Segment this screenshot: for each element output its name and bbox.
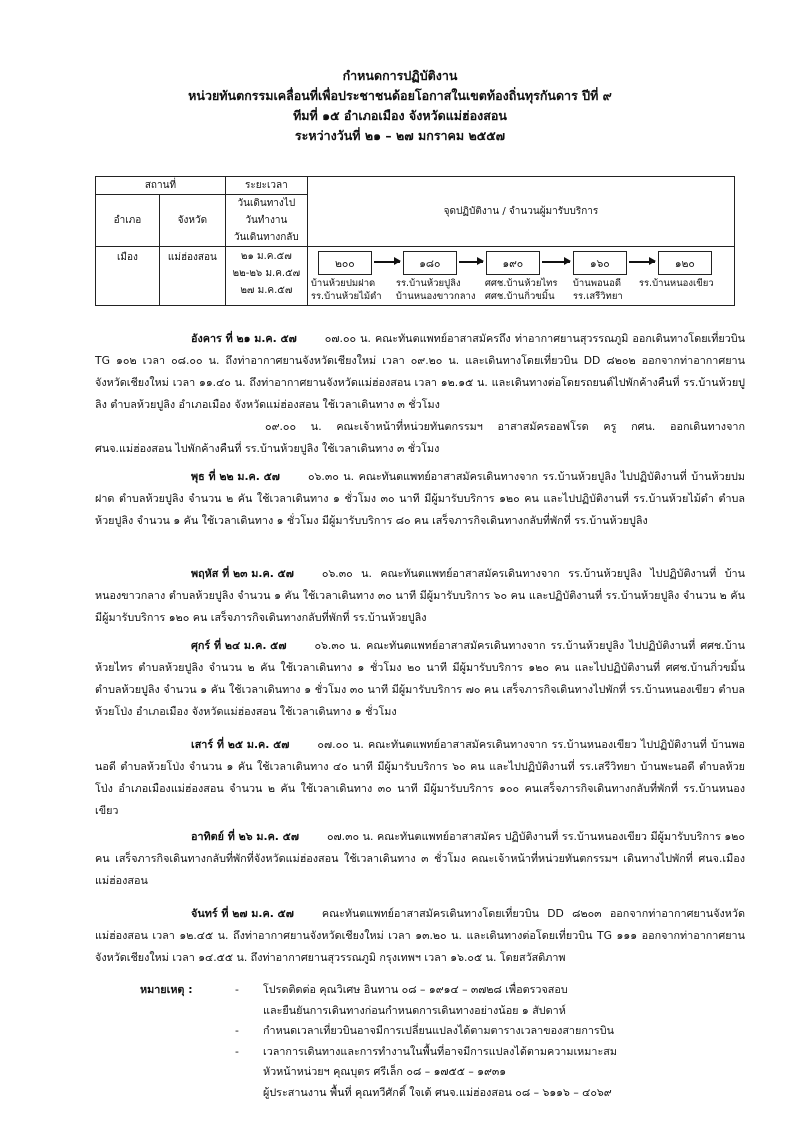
stop-label: รร.บ้านหนองเขียว <box>638 278 714 289</box>
table-header-row-1 <box>96 177 735 195</box>
note-dash: - <box>235 983 239 996</box>
day-section-1 <box>95 328 745 460</box>
day-text: ๐๖.๓๐ น. คณะทันตแพทย์อาสาสมัครเดินทางจาก รร.บ้านห้วยปูลิง ไปปฏิบัติงานที่ บ้านห้วยปมฝาด ตำบลห้วยปูลิง จำนวน ๒ คัน ใช้เวลาเดินทาง ๑ ชั่วโมง ๓๐ นาที มีผู้มารับบริการ ๑๒๐ คน และไปปฏิบัติงานที่ รร.บ้านห้วยไม้ดำ ตำบลห้วยปูลิง จำนวน ๑ คัน ใช้เวลาเดินทาง ๑ ชั่วโมง มีผู้มารับบริการ ๘๐ คน เสร็จภารกิจเดินทางกลับที่พักที่ รร.บ้านห้วยปูลิง <box>95 470 745 527</box>
points-cell <box>307 247 734 306</box>
day-heading: เสาร์ ที่ ๒๕ ม.ค. ๕๗ <box>191 738 290 751</box>
note-item <box>140 1042 760 1104</box>
header-period-line: วันทำงาน <box>245 215 288 226</box>
arrow-right-icon <box>542 261 570 263</box>
date-line: ๒๒-๒๖ ม.ค.๕๗ <box>232 268 301 279</box>
stop-label: รร.เสรีวิทยา <box>572 291 623 302</box>
header-period-lines <box>225 195 307 247</box>
title-line-3: ทีมที่ ๑๕ อำเภอเมือง จังหวัดแม่ฮ่องสอน <box>293 108 507 123</box>
district-cell: เมือง <box>96 247 160 306</box>
header-points: จุดปฏิบัติงาน / จำนวนผู้มารับบริการ <box>307 177 734 247</box>
note-line: หัวหน้าหน่วยฯ คุณบุตร ศรีเล็ก ๐๘ – ๑๗๕๕ – ๑๙๓๑ <box>263 1065 507 1078</box>
stop-label: ศศช.บ้านกิ่วขมิ้น <box>484 291 555 302</box>
stop-label: บ้านหนองขาวกลาง <box>395 291 476 302</box>
note-line: และยืนยันการเดินทางก่อนกำหนดการเดินทางอย่างน้อย ๑ สัปดาห์ <box>263 1003 566 1017</box>
province-cell: แม่ฮ่องสอน <box>159 247 225 306</box>
day-text: ๐๗.๓๐ น. คณะทันตแพทย์อาสาสมัคร ปฏิบัติงานที่ รร.บ้านหนองเขียว มีผู้มารับบริการ ๑๒๐ คน เสร็จภารกิจเดินทางกลับที่พักที่จังหวัดแม่ฮ่องสอน ใช้เวลาเดินทาง ๓ ชั่วโมง คณะเจ้าหน้าที่หน่วยทันตกรรมฯ เดินทางไปพักที่ ศนจ.เมือง แม่ฮ่องสอน <box>95 830 745 887</box>
title-line-1: กำหนดการปฏิบัติงาน <box>342 68 458 83</box>
count-box: ๒๐๐ <box>318 251 372 275</box>
notes-section <box>140 980 760 1103</box>
stop-label: รร.บ้านห้วยไม้ดำ <box>310 291 382 302</box>
day-heading: พุธ ที่ ๒๒ ม.ค. ๕๗ <box>191 470 280 483</box>
note-item <box>140 1021 760 1042</box>
note-line: กำหนดเวลาเที่ยวบินอาจมีการเปลี่ยนแปลงได้ตามตารางเวลาของสายการบิน <box>263 1024 614 1037</box>
date-line: ๒๗ ม.ค.๕๗ <box>240 285 293 296</box>
note-line: โปรดติดต่อ คุณวิเศษ อินทาน ๐๘ – ๑๙๑๔ – ๓๗๒๘ เพื่อตรวจสอบ <box>263 983 568 996</box>
header-location: สถานที่ <box>96 177 226 195</box>
note-line: เวลาการเดินทางและการทำงานในพื้นที่อาจมีการแปลงได้ตามความเหมาะสม <box>263 1044 617 1058</box>
day-section-5 <box>95 734 745 822</box>
header-district: อำเภอ <box>96 195 160 247</box>
day-heading: จันทร์ ที่ ๒๗ ม.ค. ๕๗ <box>191 907 294 920</box>
day-text: ๐๖.๓๐ น. คณะทันตแพทย์อาสาสมัครเดินทางจาก รร.บ้านห้วยปูลิง ไปปฏิบัติงานที่ ศศช.บ้านห้วยไทร ตำบลห้วยปูลิง จำนวน ๒ คัน ใช้เวลาเดินทาง ๑ ชั่วโมง ๒๐ นาที มีผู้มารับบริการ ๑๒๐ คน และไปปฏิบัติงานที่ ศศช.บ้านกิ่วขมิ้น ตำบลห้วยปูลิง จำนวน ๑ คัน ใช้เวลาเดินทาง ๑ ชั่วโมง ๓๐ นาที มีผู้มารับบริการ ๗๐ คน เสร็จภารกิจเดินทางไปพักที่ รร.บ้านหนองเขียว ตำบลห้วยโป่ง อำเภอเมือง จังหวัดแม่ฮ่องสอน ใช้เวลาเดินทาง ๑ ชั่วโมง <box>95 639 745 718</box>
header-period: ระยะเวลา <box>225 177 307 195</box>
table-row <box>96 247 735 306</box>
count-box: ๑๙๐ <box>486 251 540 275</box>
title-line-4: ระหว่างวันที่ ๒๑ – ๒๗ มกราคม ๒๕๕๗ <box>294 128 506 143</box>
day-section-2 <box>95 466 745 532</box>
day-section-6 <box>95 826 745 892</box>
day-heading: ศุกร์ ที่ ๒๔ ม.ค. ๕๗ <box>191 639 287 652</box>
header-province: จังหวัด <box>159 195 225 247</box>
schedule-table <box>95 176 735 306</box>
day-heading: อาทิตย์ ที่ ๒๖ ม.ค. ๕๗ <box>191 830 299 843</box>
note-line: ผู้ประสานงาน พื้นที่ คุณทวีศักดิ์ ใจเต้ ศนจ.แม่ฮ่องสอน ๐๘ – ๖๑๑๖ – ๔๐๖๙ <box>263 1085 612 1099</box>
count-box: ๑๒๐ <box>658 251 712 275</box>
arrow-right-icon <box>459 261 483 263</box>
stop-label: รร.บ้านห้วยปูลิง <box>395 278 461 289</box>
document-header <box>0 66 800 146</box>
day-text-extra: ๐๙.๐๐ น. คณะเจ้าหน้าที่หน่วยทันตกรรมฯ อาสาสมัครออฟโรด ครู กศน. ออกเดินทางจาก ศนจ.แม่ฮ่องสอน ไปพักค้างคืนที่ รร.บ้านห้วยปูลิง ใช้เวลาเดินทาง ๓ ชั่วโมง <box>95 420 745 455</box>
count-box: ๑๖๐ <box>573 251 627 275</box>
stop-label: บ้านพอนอดี <box>572 278 622 289</box>
day-section-4 <box>95 635 745 723</box>
note-dash: - <box>235 1044 239 1058</box>
service-point-flow <box>308 247 734 305</box>
arrow-right-icon <box>374 261 400 263</box>
date-line: ๒๑ ม.ค.๕๗ <box>240 251 292 262</box>
day-text: ๐๗.๐๐ น. คณะทันตแพทย์อาสาสมัครถึง ท่าอากาศยานสุวรรณภูมิ ออกเดินทางโดยเที่ยวบิน TG ๑๐๒ เวลา ๐๘.๐๐ น. ถึงท่าอากาศยานจังหวัดเชียงใหม่ เวลา ๐๙.๒๐ น. และเดินทางโดยเที่ยวบิน DD ๘๒๐๒ ออกจากท่าอากาศยานจังหวัดเชียงใหม่ เวลา ๑๑.๔๐ น. ถึงท่าอากาศยานจังหวัดแม่ฮ่องสอน เวลา ๑๒.๑๕ น. และเดินทางต่อโดยรถยนต์ไปพักค้างคืนที่ รร.บ้านห้วยปูลิง ตำบลห้วยปูลิง อำเภอเมือง จังหวัดแม่ฮ่องสอน ใช้เวลาเดินทาง ๓ ชั่วโมง <box>95 332 745 411</box>
header-period-line: วันเดินทางกลับ <box>233 232 299 243</box>
note-item <box>140 980 760 1021</box>
day-section-7 <box>95 903 745 969</box>
day-text: ๐๗.๐๐ น. คณะทันตแพทย์อาสาสมัครเดินทางจาก รร.บ้านหนองเขียว ไปปฏิบัติงานที่ บ้านพอนอดี ตำบลห้วยโป่ง จำนวน ๑ คัน ใช้เวลาเดินทาง ๔๐ นาที มีผู้มารับบริการ ๖๐ คน และไปปฏิบัติงานที่ รร.เสรีวิทยา บ้านพะนอดี ตำบลห้วยโป่ง อำเภอเมืองแม่ฮ่องสอน จำนวน ๒ คัน ใช้เวลาเดินทาง ๓๐ นาที มีผู้มารับบริการ ๑๐๐ คนเสร็จภารกิจเดินทางกลับที่พักที่ รร.บ้านหนองเขียว <box>95 738 745 817</box>
day-text: คณะทันตแพทย์อาสาสมัครเดินทางโดยเที่ยวบิน DD ๘๒๐๓ ออกจากท่าอากาศยานจังหวัดแม่ฮ่องสอน เวลา ๑๒.๔๕ น. ถึงท่าอากาศยานจังหวัดเชียงใหม่ เวลา ๑๓.๒๐ น. และเดินทางต่อโดยเที่ยวบิน TG ๑๑๑ ออกจากท่าอากาศยานจังหวัดเชียงใหม่ เวลา ๑๔.๕๕ น. ถึงท่าอากาศยานสุวรรณภูมิ กรุงเทพฯ เวลา ๑๖.๐๕ น. โดยสวัสดิภาพ <box>95 907 745 964</box>
day-section-3 <box>95 563 745 629</box>
title-line-2: หน่วยทันตกรรมเคลื่อนที่เพื่อประชาชนด้อยโอกาสในเขตท้องถิ่นทุรกันดาร ปีที่ ๙ <box>188 88 612 103</box>
day-text: ๐๖.๓๐ น. คณะทันตแพทย์อาสาสมัครเดินทางจาก รร.บ้านห้วยปูลิง ไปปฏิบัติงานที่ บ้านหนองขาวกลาง ตำบลห้วยปูลิง จำนวน ๑ คัน ใช้เวลาเดินทาง ๓๐ นาที มีผู้มารับบริการ ๖๐ คน และปฏิบัติงานที่ รร.บ้านห้วยปูลิง จำนวน ๒ คัน มีผู้มารับบริการ ๑๒๐ คน เสร็จภารกิจเดินทางกลับที่พักที่ รร.บ้านห้วยปูลิง <box>95 567 745 624</box>
arrow-right-icon <box>629 261 655 263</box>
notes-label: หมายเหตุ : <box>140 983 193 996</box>
note-dash: - <box>235 1024 239 1037</box>
stop-label: ศศช.บ้านห้วยไทร <box>484 278 558 289</box>
day-heading: อังคาร ที่ ๒๑ ม.ค. ๕๗ <box>191 332 297 345</box>
count-box: ๑๘๐ <box>403 251 457 275</box>
day-heading: พฤหัส ที่ ๒๓ ม.ค. ๕๗ <box>191 567 294 580</box>
header-period-line: วันเดินทางไป <box>237 198 296 209</box>
stop-label: บ้านห้วยปมฝาด <box>310 278 376 289</box>
dates-cell <box>225 247 307 306</box>
